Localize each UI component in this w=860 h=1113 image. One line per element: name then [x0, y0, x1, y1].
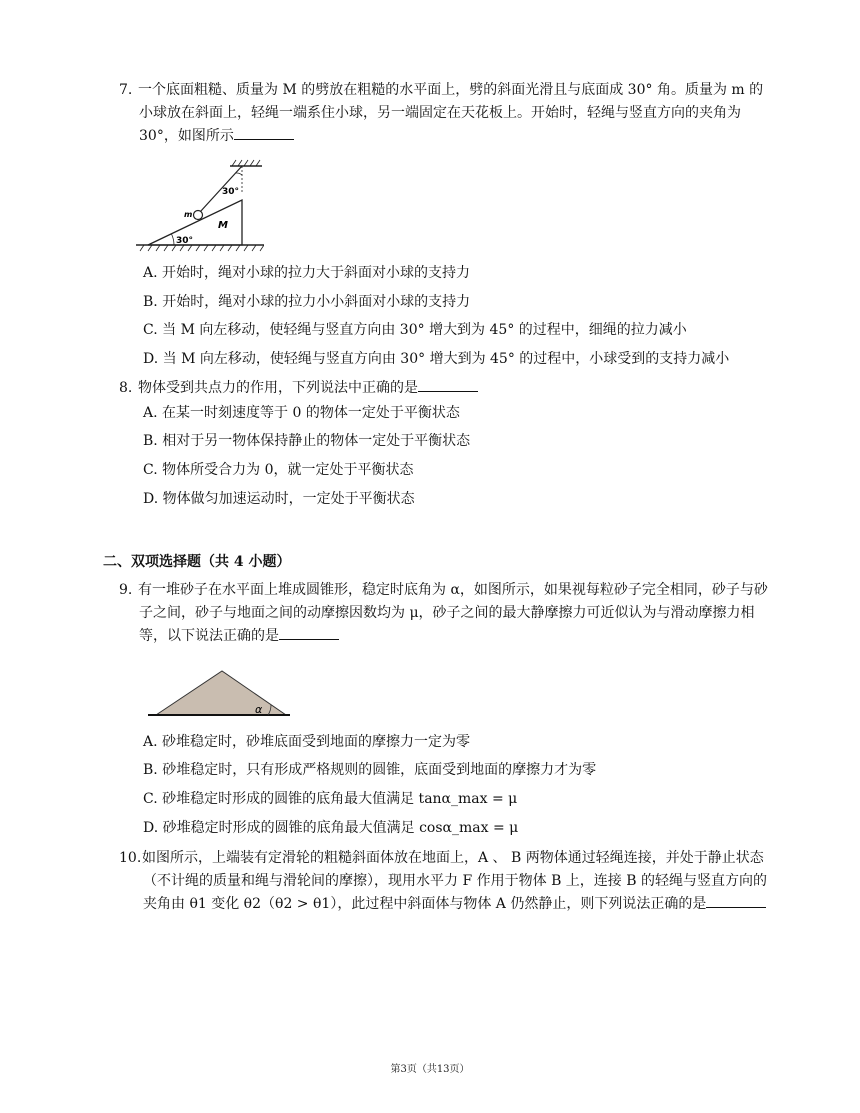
- bottom-angle-arc: [172, 234, 175, 245]
- question-7: [119, 79, 769, 148]
- option-a[interactable]: A. 砂堆稳定时，砂堆底面受到地面的摩擦力一定为零: [143, 734, 471, 750]
- sand-cone: [156, 671, 286, 715]
- wedge-label: M: [218, 220, 228, 231]
- question-8: [119, 377, 769, 400]
- answer-blank[interactable]: [279, 625, 339, 640]
- top-angle-label: 30°: [222, 187, 240, 197]
- ball-label: m: [184, 210, 193, 219]
- question-stem: 一个底面粗糙、质量为 M 的劈放在粗糙的水平面上，劈的斜面光滑且与底面成 30° 角。质量为 m 的小球放在斜面上，轻绳一端系住小球，另一端固定在天花板上。开始时，轻绳与竖直方向的夹角为 30°，如图所示: [138, 82, 764, 144]
- question-number: 10.: [119, 850, 142, 866]
- option-b[interactable]: B. 开始时，绳对小球的拉力小小斜面对小球的支持力: [143, 294, 471, 310]
- answer-blank[interactable]: [706, 893, 766, 908]
- question-number: 7.: [119, 82, 133, 98]
- ball: [194, 211, 203, 220]
- bottom-angle-label: 30°: [176, 236, 194, 246]
- page-footer: 第3页（共13页）: [390, 1064, 470, 1075]
- wedge-figure: [134, 158, 264, 253]
- question-number: 8.: [119, 380, 133, 396]
- answer-blank[interactable]: [234, 125, 294, 140]
- angle-label: α: [255, 703, 263, 716]
- option-b[interactable]: B. 相对于另一物体保持静止的物体一定处于平衡状态: [143, 433, 471, 449]
- option-b[interactable]: B. 砂堆稳定时，只有形成严格规则的圆锥，底面受到地面的摩擦力才为零: [143, 762, 597, 778]
- question-9: [119, 579, 769, 648]
- option-d[interactable]: D. 当 M 向左移动，使轻绳与竖直方向由 30° 增大到为 45° 的过程中，小球受到的支持力减小: [143, 351, 730, 367]
- option-d[interactable]: D. 砂堆稳定时形成的圆锥的底角最大值满足 cosα_max = μ: [143, 820, 519, 836]
- option-a[interactable]: A. 开始时，绳对小球的拉力大于斜面对小球的支持力: [143, 265, 471, 281]
- option-c[interactable]: C. 当 M 向左移动，使轻绳与竖直方向由 30° 增大到为 45° 的过程中，细绳的拉力减小: [143, 322, 687, 338]
- question-10: [119, 847, 769, 916]
- question-stem: 物体受到共点力的作用，下列说法中正确的是: [139, 377, 769, 400]
- section-heading: 二、双项选择题（共 4 小题）: [103, 554, 291, 570]
- ceiling-hatch: [232, 160, 260, 166]
- option-c[interactable]: C. 砂堆稳定时形成的圆锥的底角最大值满足 tanα_max = μ: [143, 791, 518, 807]
- top-angle-arc: [236, 173, 242, 175]
- question-stem: 如图所示，上端装有定滑轮的粗糙斜面体放在地面上，A 、 B 两物体通过轻绳连接，并处于静止状态（不计绳的质量和绳与滑轮间的摩擦），现用水平力 F 作用于物体 B 上，连接 B 的轻绳与竖直方向的夹角由 θ1 变化 θ2（θ2 > θ1），此过程中斜面体与物体 A 仍然静止，则下列说法正确的是: [142, 850, 767, 912]
- ground-hatch: [140, 245, 264, 251]
- option-c[interactable]: C. 物体所受合力为 0，就一定处于平衡状态: [143, 462, 414, 478]
- answer-blank[interactable]: [418, 377, 478, 392]
- option-a[interactable]: A. 在某一时刻速度等于 0 的物体一定处于平衡状态: [143, 405, 460, 421]
- sand-pile-figure: [148, 668, 290, 718]
- question-number: 9.: [119, 582, 133, 598]
- option-d[interactable]: D. 物体做匀加速运动时，一定处于平衡状态: [143, 491, 415, 507]
- question-stem: 有一堆砂子在水平面上堆成圆锥形，稳定时底角为 α，如图所示，如果视每粒砂子完全相同，砂子与砂子之间，砂子与地面之间的动摩擦因数均为 μ，砂子之间的最大静摩擦力可近似认为与滑动摩擦力相等，以下说法正确的是: [138, 582, 768, 644]
